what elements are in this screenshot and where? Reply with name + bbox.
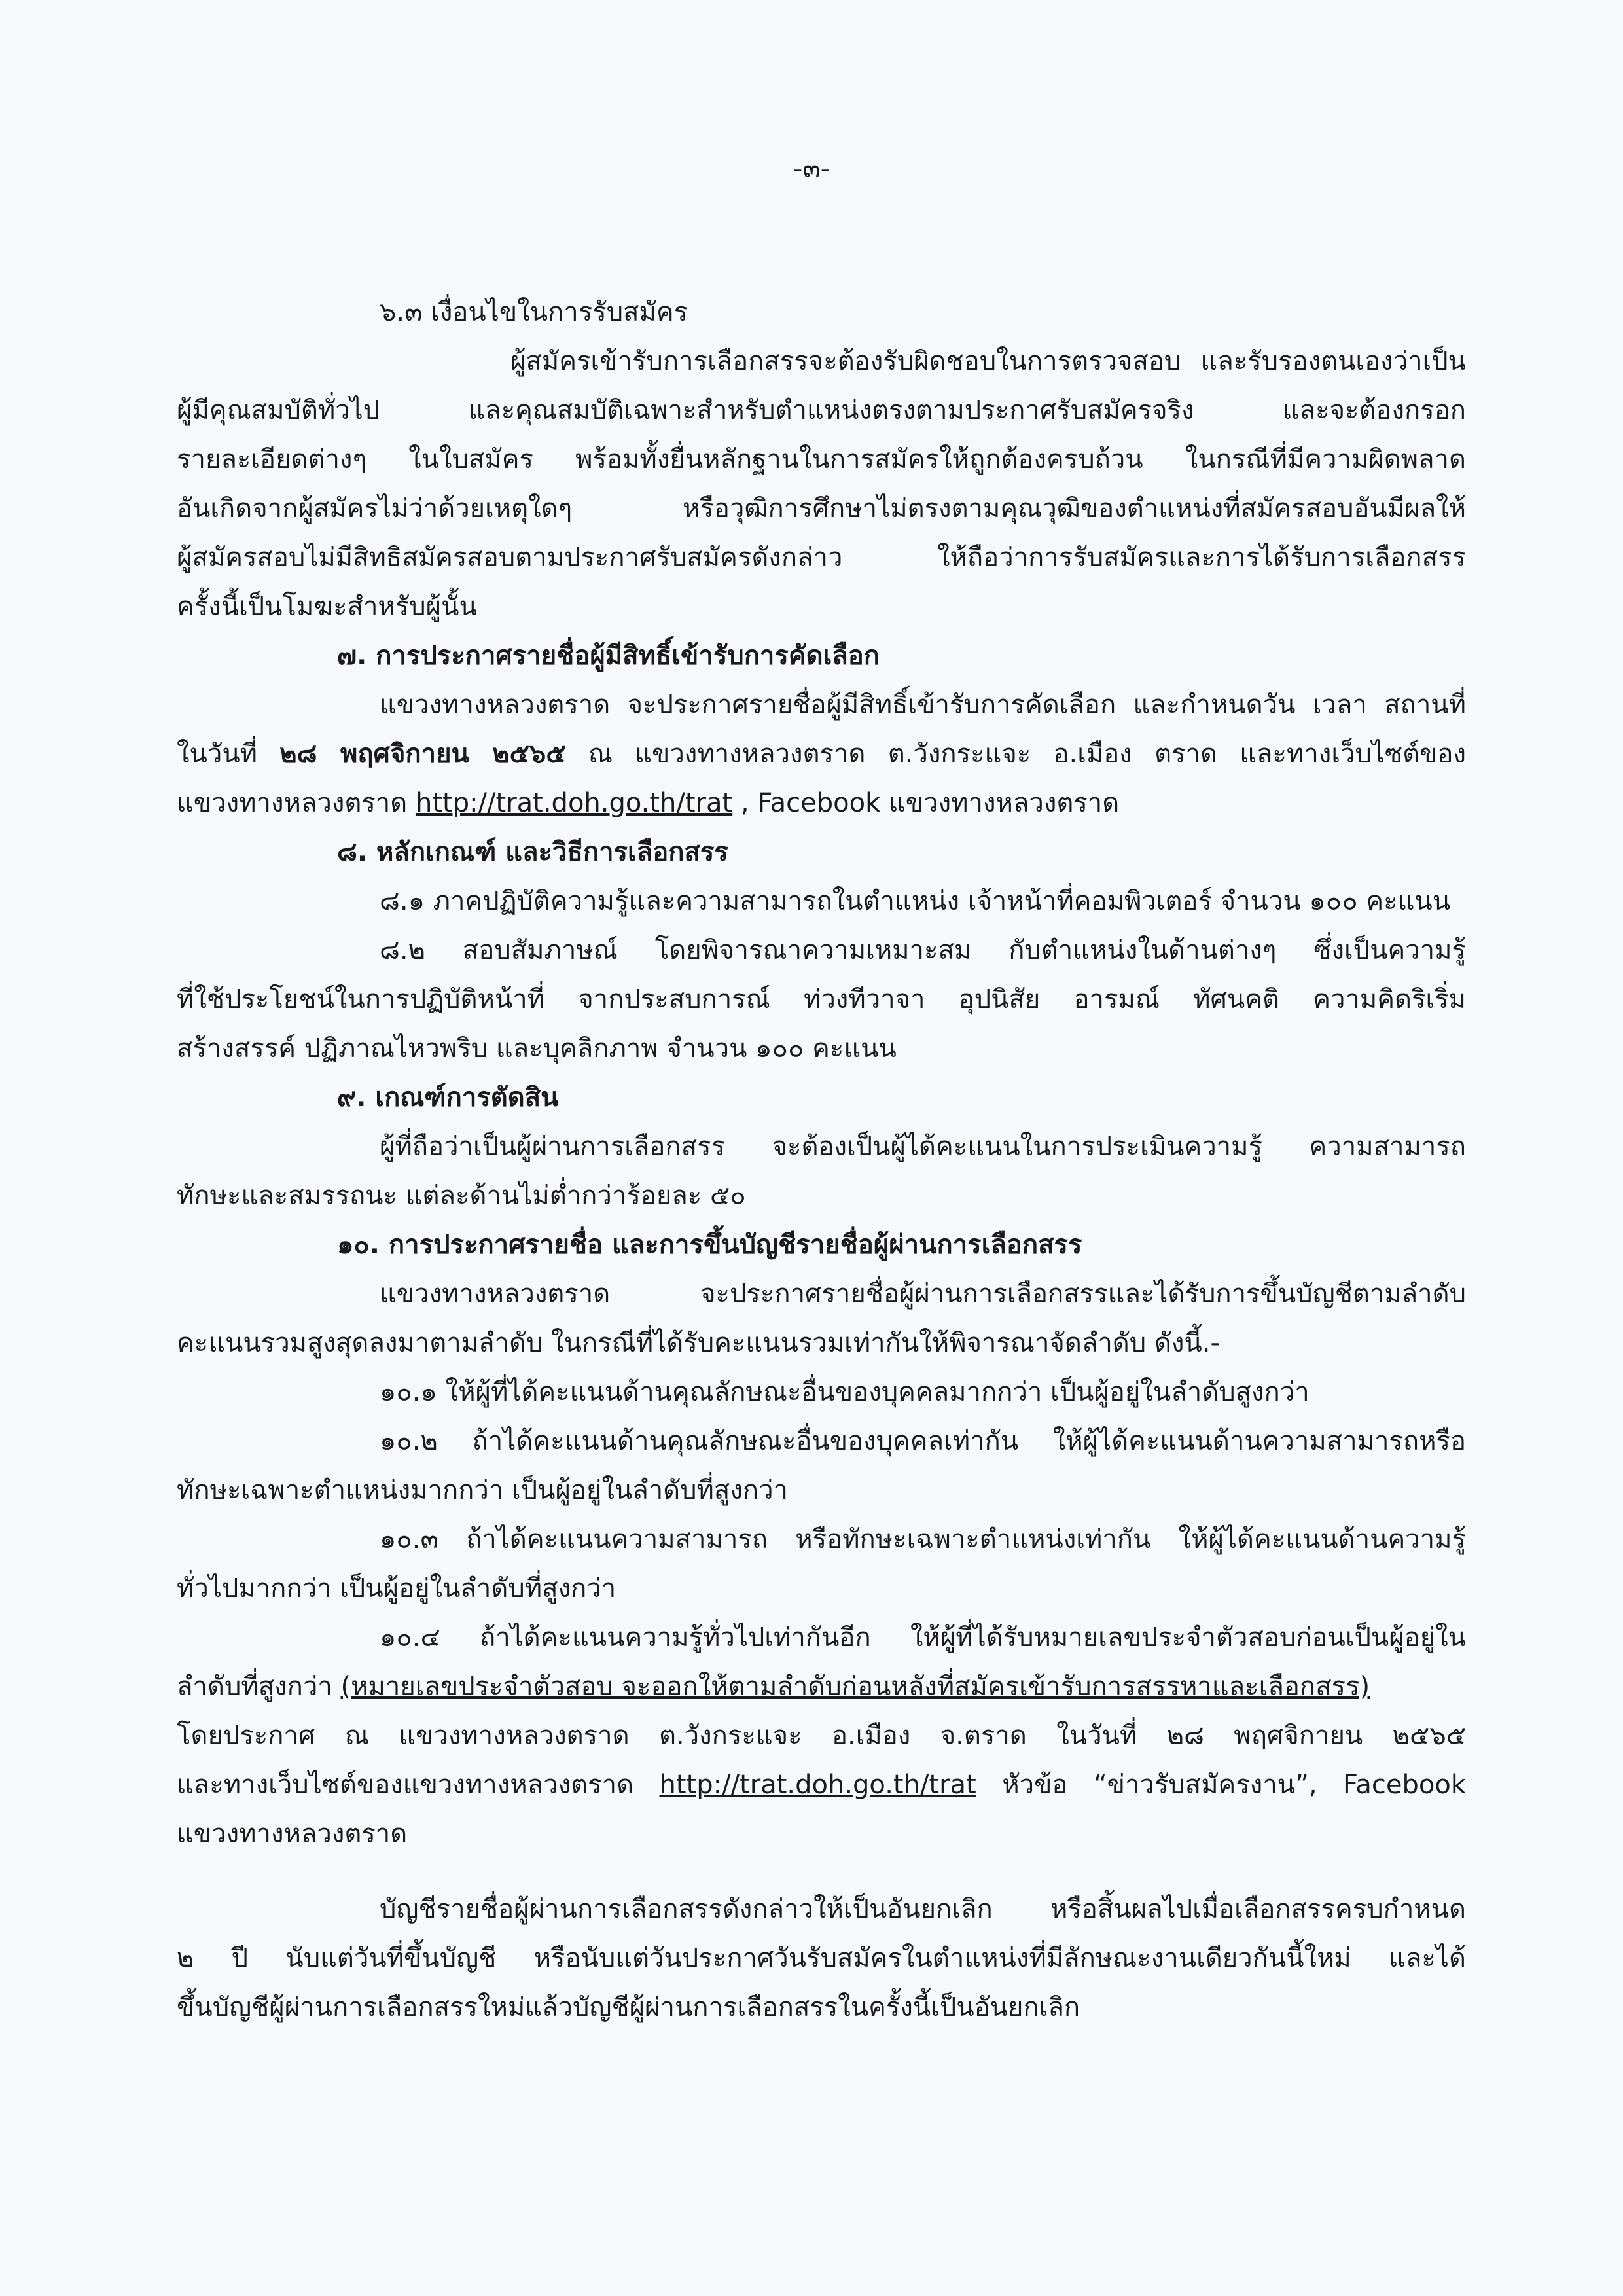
paragraph-line: ผู้ที่ถือว่าเป็นผู้ผ่านการเลือกสรร จะต้องเป็นผู้ได้คะแนนในการประเมินความรู้ ความสามารถ bbox=[380, 1132, 1466, 1162]
paragraph-line: ที่ใช้ประโยชน์ในการปฏิบัติหน้าที่ จากประสบการณ์ ท่วงทีวาจา อุปนิสัย อารมณ์ ทัศนคติ ความคิดริเริ่ม bbox=[177, 984, 1466, 1014]
paragraph-line: อันเกิดจากผู้สมัครไม่ว่าด้วยเหตุใดๆ หรือวุฒิการศึกษาไม่ตรงตามคุณวุฒิของตำแหน่งที่สมัครสอบอันมีผลให้ bbox=[177, 493, 1466, 524]
text-fragment: และทางเว็บไซต์ของแขวงทางหลวงตราด bbox=[177, 1770, 634, 1800]
paragraph-line bbox=[177, 779, 1466, 828]
text-fragment: โดยประกาศ ณ แขวงทางหลวงตราด ต.วังกระแจะ อ.เมือง จ.ตราด ในวันที่ bbox=[177, 1721, 1137, 1751]
text-fragment: , Facebook แขวงทางหลวงตราด bbox=[740, 788, 1120, 818]
section-7-heading: ๗. การประกาศรายชื่อผู้มีสิทธิ์เข้ารับการคัดเลือก bbox=[337, 641, 880, 671]
announce-date: ๒๘ พฤศจิกายน ๒๕๖๕ bbox=[279, 739, 566, 769]
section-8-heading: ๘. หลักเกณฑ์ และวิธีการเลือกสรร bbox=[337, 837, 728, 867]
result-date: ๒๘ พฤศจิกายน ๒๕๖๕ bbox=[1166, 1721, 1466, 1751]
website-link[interactable]: http://trat.doh.go.th/trat bbox=[415, 788, 733, 818]
paragraph-line: ผู้สมัครสอบไม่มีสิทธิสมัครสอบตามประกาศรับสมัครดังกล่าว ให้ถือว่าการรับสมัครและการได้รับการเลือกสรร bbox=[177, 543, 1466, 573]
closing-paragraph-line: บัญชีรายชื่อผู้ผ่านการเลือกสรรดังกล่าวให้เป็นอันยกเลิก หรือสิ้นผลไปเมื่อเลือกสรรครบกำหนด bbox=[380, 1894, 1466, 1924]
section-6-3-heading: ๖.๓ เงื่อนไขในการรับสมัคร bbox=[380, 297, 688, 327]
ranking-item-10-2: ๑๐.๒ ถ้าได้คะแนนด้านคุณลักษณะอื่นของบุคคลเท่ากัน ให้ผู้ได้คะแนนด้านความสามารถหรือ bbox=[380, 1426, 1466, 1456]
paragraph-line: แขวงทางหลวงตราด bbox=[177, 1819, 408, 1849]
text-fragment: หัวข้อ “ข่าวรับสมัครงาน”, Facebook bbox=[1002, 1770, 1466, 1800]
paragraph-line: สร้างสรรค์ ปฏิภาณไหวพริบ และบุคลิกภาพ จำนวน ๑๐๐ คะแนน bbox=[177, 1033, 897, 1064]
text-fragment: ในวันที่ bbox=[177, 739, 258, 769]
paragraph-line: รายละเอียดต่างๆ ในใบสมัคร พร้อมทั้งยื่นหลักฐานในการสมัครให้ถูกต้องครบถ้วน ในกรณีที่มีความผิดพลาด bbox=[177, 444, 1466, 475]
paragraph-line: ผู้มีคุณสมบัติทั่วไป และคุณสมบัติเฉพาะสำหรับตำแหน่งตรงตามประกาศรับสมัครจริง และจะต้องกรอก bbox=[177, 395, 1466, 425]
website-link[interactable]: http://trat.doh.go.th/trat bbox=[659, 1770, 976, 1800]
text-fragment: ลำดับที่สูงกว่า bbox=[177, 1672, 332, 1702]
paragraph-line bbox=[177, 730, 1466, 779]
closing-paragraph-line: ๒ ปี นับแต่วันที่ขึ้นบัญชี หรือนับแต่วันประกาศวันรับสมัครในตำแหน่งที่มีลักษณะงานเดียวกันนี้ใหม่ และได้ bbox=[177, 1943, 1466, 1973]
underlined-note: (หมายเลขประจำตัวสอบ จะออกให้ตามลำดับก่อนหลังที่สมัครเข้ารับการสรรหาและเลือกสรร) bbox=[340, 1672, 1370, 1702]
document-body bbox=[177, 288, 1466, 2032]
page-number: -๓- bbox=[793, 154, 830, 184]
paragraph-line: ทักษะและสมรรถนะ แต่ละด้านไม่ต่ำกว่าร้อยละ ๕๐ bbox=[177, 1181, 746, 1211]
paragraph-line: แขวงทางหลวงตราด จะประกาศรายชื่อผู้มีสิทธิ์เข้ารับการคัดเลือก และกำหนดวัน เวลา สถานที่ bbox=[380, 690, 1466, 720]
section-9-heading: ๙. เกณฑ์การตัดสิน bbox=[337, 1083, 559, 1113]
paragraph-line bbox=[177, 1662, 1466, 1712]
paragraph-line: ผู้สมัครเข้ารับการเลือกสรรจะต้องรับผิดชอบในการตรวจสอบ และรับรองตนเองว่าเป็น bbox=[510, 346, 1466, 376]
section-10-heading: ๑๐. การประกาศรายชื่อ และการขึ้นบัญชีรายชื่อผู้ผ่านการเลือกสรร bbox=[337, 1230, 1082, 1260]
closing-paragraph-line: ขึ้นบัญชีผู้ผ่านการเลือกสรรใหม่แล้วบัญชีผู้ผ่านการเลือกสรรในครั้งนี้เป็นอันยกเลิก bbox=[177, 1992, 1080, 2022]
ranking-item-10-1: ๑๐.๑ ให้ผู้ที่ได้คะแนนด้านคุณลักษณะอื่นของบุคคลมากกว่า เป็นผู้อยู่ในลำดับสูงกว่า bbox=[380, 1377, 1310, 1407]
ranking-item-10-4: ๑๐.๔ ถ้าได้คะแนนความรู้ทั่วไปเท่ากันอีก ให้ผู้ที่ได้รับหมายเลขประจำตัวสอบก่อนเป็นผู้อยู่ใน bbox=[380, 1623, 1466, 1653]
criteria-item-8-1: ๘.๑ ภาคปฏิบัติความรู้และความสามารถในตำแหน่ง เจ้าหน้าที่คอมพิวเตอร์ จำนวน ๑๐๐ คะแนน bbox=[380, 886, 1451, 916]
paragraph-line: แขวงทางหลวงตราด จะประกาศรายชื่อผู้ผ่านการเลือกสรรและได้รับการขึ้นบัญชีตามลำดับ bbox=[380, 1279, 1466, 1309]
criteria-item-8-2: ๘.๒ สอบสัมภาษณ์ โดยพิจารณาความเหมาะสม กับตำแหน่งในด้านต่างๆ ซึ่งเป็นความรู้ bbox=[380, 935, 1466, 965]
paragraph-line: ครั้งนี้เป็นโมฆะสำหรับผู้นั้น bbox=[177, 592, 477, 622]
paragraph-line: ทักษะเฉพาะตำแหน่งมากกว่า เป็นผู้อยู่ในลำดับที่สูงกว่า bbox=[177, 1475, 789, 1505]
paragraph-line: คะแนนรวมสูงสุดลงมาตามลำดับ ในกรณีที่ได้รับคะแนนรวมเท่ากันให้พิจารณาจัดลำดับ ดังนี้.- bbox=[177, 1328, 1220, 1358]
text-fragment: แขวงทางหลวงตราด bbox=[177, 788, 408, 818]
paragraph-line bbox=[177, 1761, 1466, 1810]
paragraph-line bbox=[177, 1712, 1466, 1761]
paragraph-line: ทั่วไปมากกว่า เป็นผู้อยู่ในลำดับที่สูงกว่า bbox=[177, 1573, 616, 1604]
text-fragment: ณ แขวงทางหลวงตราด ต.วังกระแจะ อ.เมือง ตราด และทางเว็บไซต์ของ bbox=[588, 739, 1467, 769]
paragraph-gap bbox=[177, 1859, 1466, 1885]
ranking-item-10-3: ๑๐.๓ ถ้าได้คะแนนความสามารถ หรือทักษะเฉพาะตำแหน่งเท่ากัน ให้ผู้ได้คะแนนด้านความรู้ bbox=[380, 1524, 1466, 1554]
